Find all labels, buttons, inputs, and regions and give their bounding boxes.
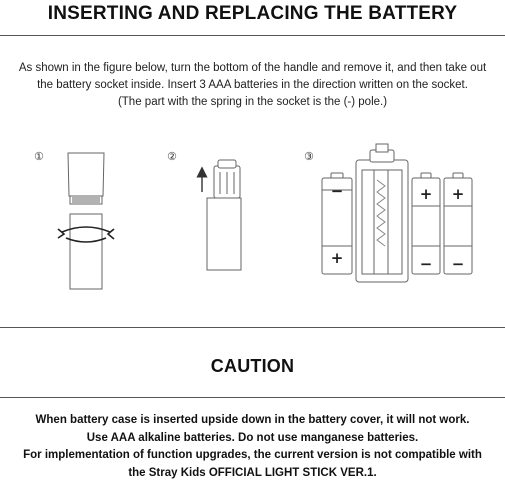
right-battery-minus: − [451, 255, 465, 273]
handle-bottom-cap [70, 214, 102, 289]
right-battery-plus: + [451, 185, 465, 203]
caution-title: CAUTION [210, 356, 295, 376]
insert-batteries-icon [322, 144, 472, 282]
rotate-arrow-left-icon [58, 229, 64, 238]
caution-line-1: When battery case is inserted upside down in the battery cover, it will not work. [35, 414, 470, 426]
handle-tube [207, 198, 241, 270]
step-2-number: ② [167, 150, 177, 163]
caution-line-2: Use AAA alkaline batteries. Do not use manganese batteries. [86, 431, 419, 444]
step-1-number: ① [34, 150, 44, 163]
left-battery-plus: + [330, 249, 344, 267]
caution-text [0, 412, 505, 482]
instruction-line-1: As shown in the figure below, turn the bottom of the handle and remove it, and then take out [18, 62, 487, 74]
battery-section-title: INSERTING AND REPLACING THE BATTERY [47, 3, 458, 24]
middle-battery-plus: + [419, 185, 433, 203]
rotate-handle-icon [58, 153, 114, 289]
caution-line-4: the Stray Kids OFFICIAL LIGHT STICK VER.1. [128, 466, 377, 479]
middle-battery-minus: − [419, 255, 433, 273]
instruction-line-2: the battery socket inside. Insert 3 AAA batteries in the direction written on the socket. [37, 79, 468, 91]
left-battery-minus: − [330, 182, 344, 200]
step-3-number: ③ [304, 150, 314, 163]
caution-divider [0, 397, 505, 398]
pull-socket-icon [202, 160, 241, 270]
rotate-arrow-right-icon [108, 229, 114, 239]
handle-upper-body [68, 153, 104, 196]
middle-divider [0, 327, 505, 328]
caution-line-3: For implementation of function upgrades, the current version is not compatible with [23, 449, 482, 461]
instruction-line-3: (The part with the spring in the socket is the (-) pole.) [117, 96, 388, 108]
